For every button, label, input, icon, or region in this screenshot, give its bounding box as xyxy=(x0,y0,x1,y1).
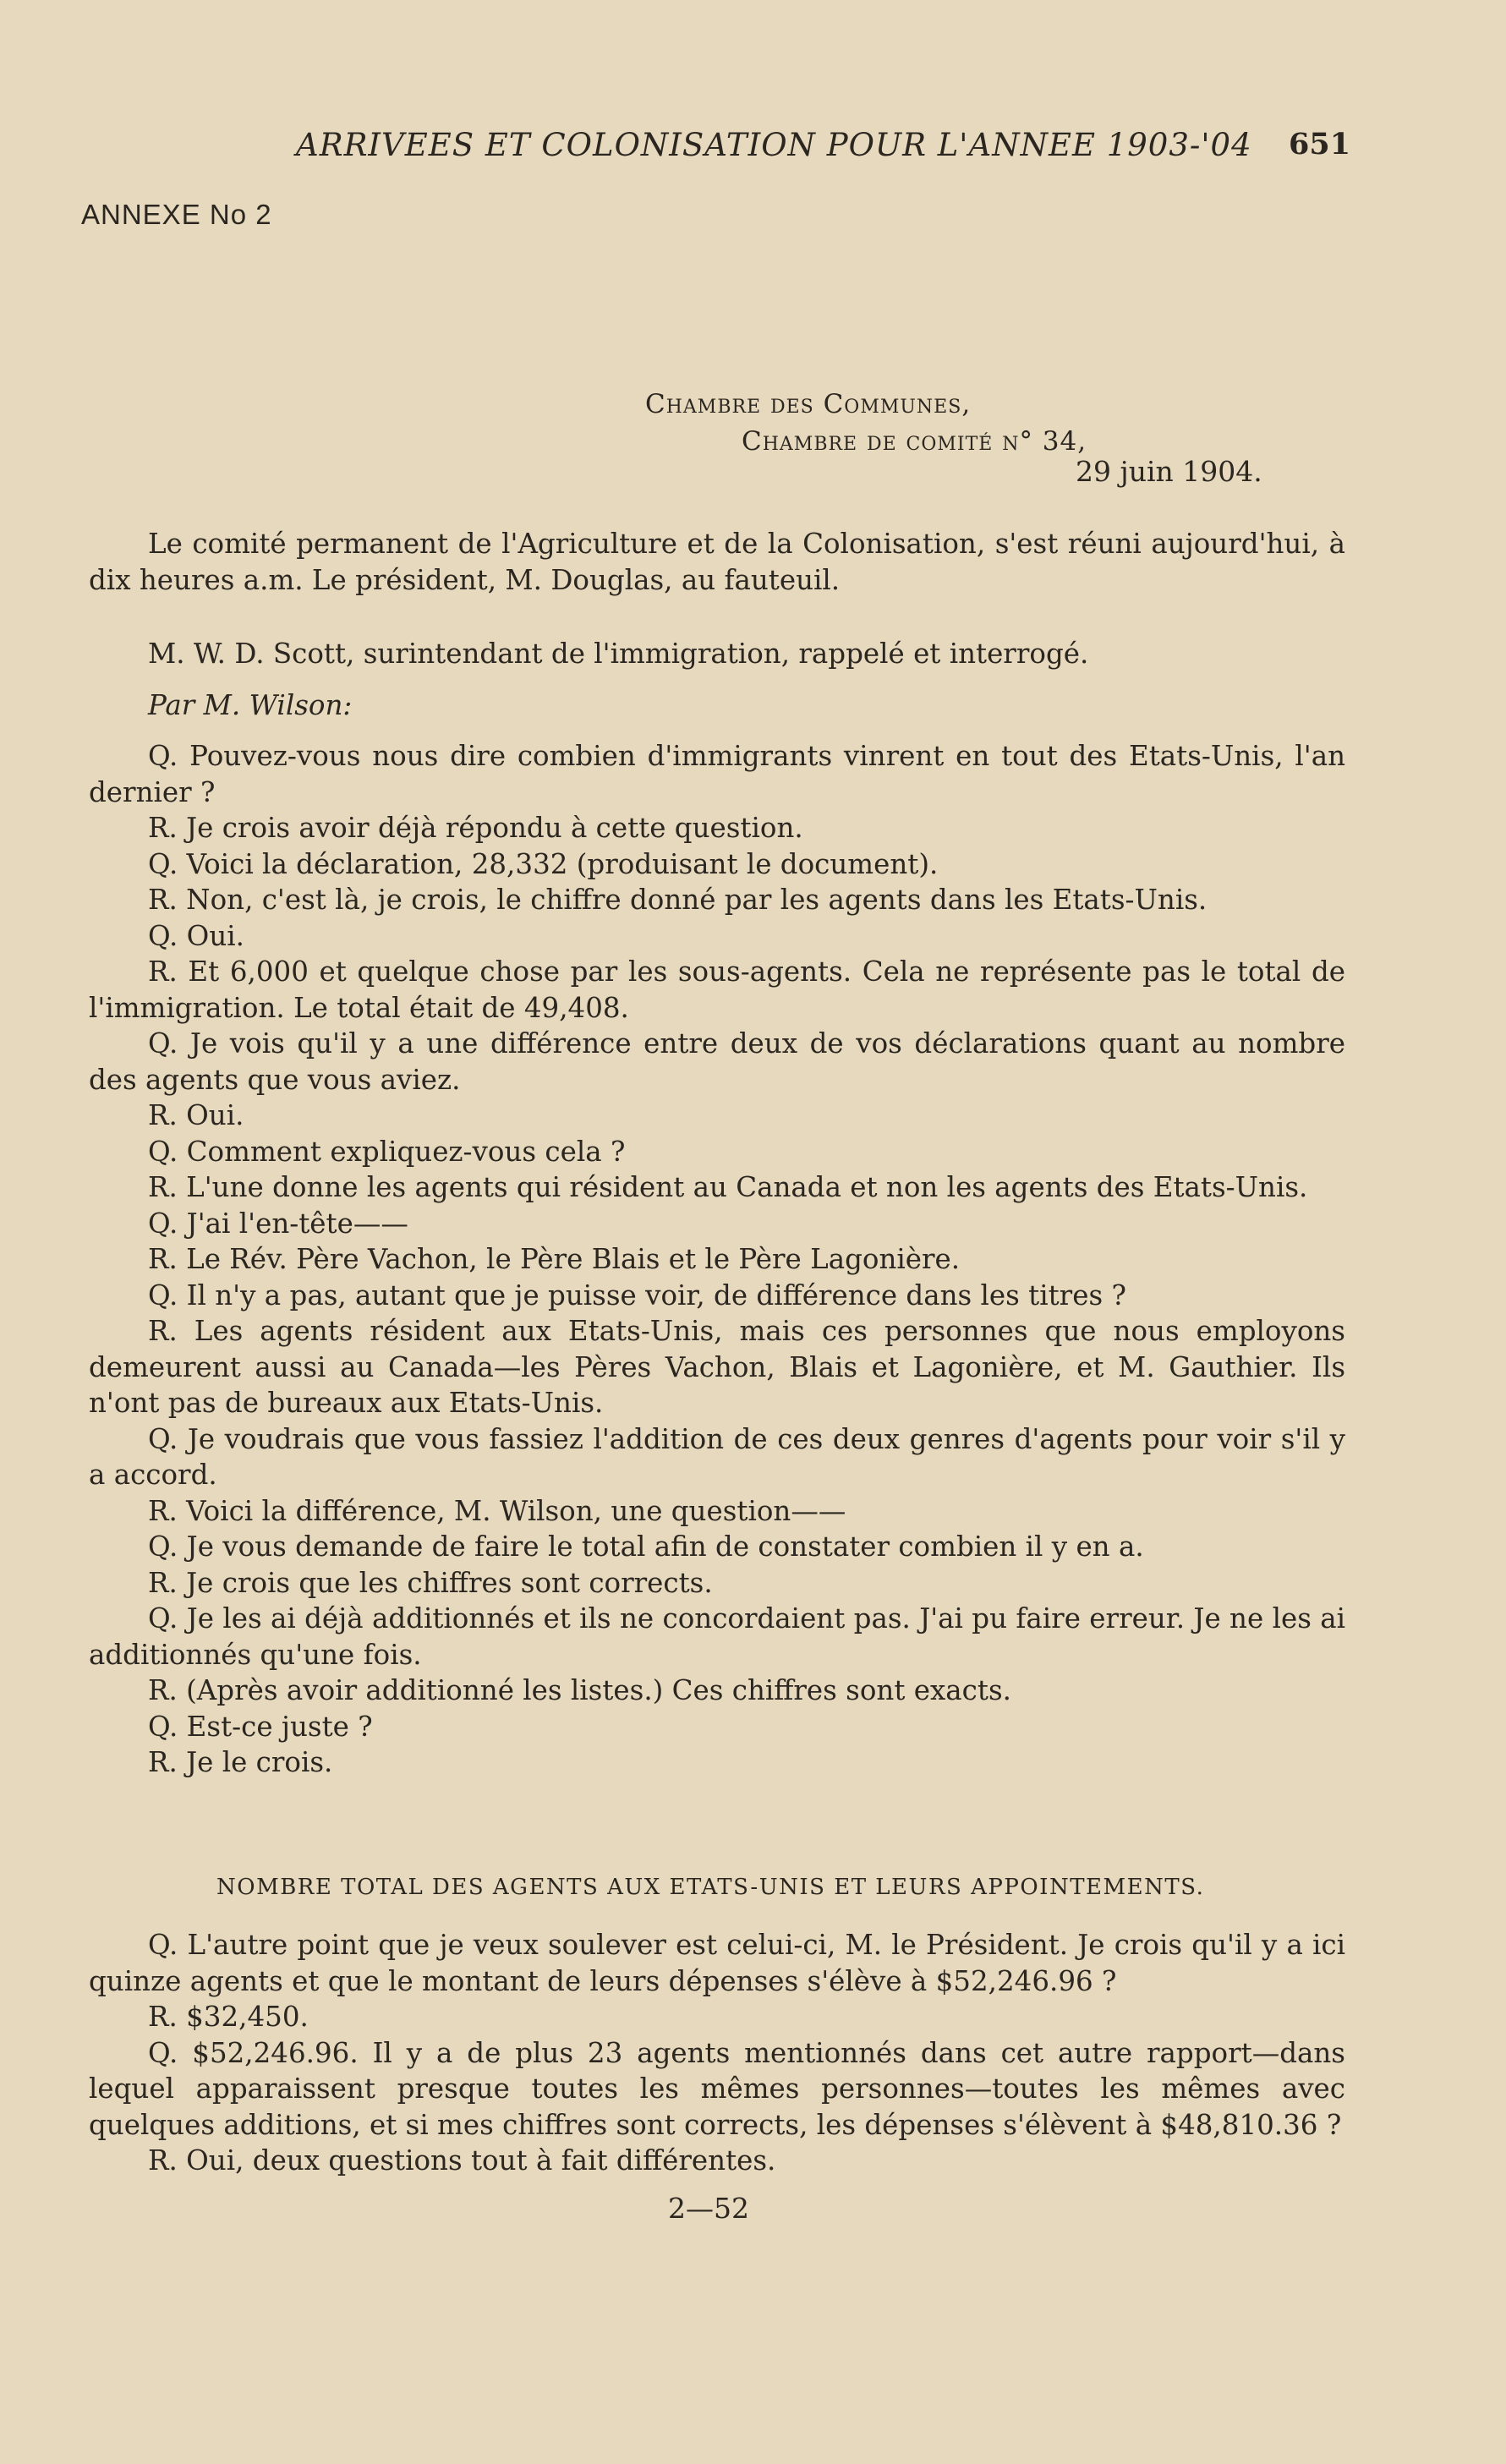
witness-line: M. W. D. Scott, surintendant de l'immigration, rappelé et interrogé. xyxy=(148,638,1089,670)
dialogue-line: Q. Voici la déclaration, 28,332 (produisant le document). xyxy=(148,847,939,880)
dialogue-line: R. Les agents résident aux Etats-Unis, mais ces personnes que nous employons demeurent aussi au Canada—les Pères Vachon, Blais et Lagonière, et M. Gauthier. Ils n'ont pas de bureaux aux Etats-Unis. xyxy=(89,1315,1345,1419)
running-title: ARRIVEES ET COLONISATION POUR L'ANNEE 1903-'04 xyxy=(296,127,1252,163)
dialogue-line: Q. Oui. xyxy=(148,919,244,952)
dialogue-line: Q. J'ai l'en-tête—— xyxy=(148,1207,408,1240)
dialogue-line: R. (Après avoir additionné les listes.) Ces chiffres sont exacts. xyxy=(148,1674,1011,1706)
section-heading: NOMBRE TOTAL DES AGENTS AUX ETATS-UNIS ET LEURS APPOINTEMENTS. xyxy=(216,1875,1205,1900)
dialogue-line: Q. Je voudrais que vous fassiez l'addition de ces deux genres d'agents pour voir s'il y a accord. xyxy=(89,1422,1345,1491)
meeting-date: 29 juin 1904. xyxy=(1076,455,1262,488)
dialogue-line: Q. Je vois qu'il y a une différence entre deux de vos déclarations quant au nombre des agents que vous aviez. xyxy=(89,1027,1345,1096)
location-line-1: Chambre des Communes, xyxy=(645,389,972,419)
dialogue-line: Q. Je les ai déjà additionnés et ils ne concordaient pas. J'ai pu faire erreur. Je ne les ai additionnés qu'une fois. xyxy=(89,1602,1345,1671)
dialogue-line: R. $32,450. xyxy=(148,2001,309,2033)
dialogue-line: Q. $52,246.96. Il y a de plus 23 agents mentionnés dans cet autre rapport—dans lequel apparaissent presque toutes les mêmes personnes—toutes les mêmes avec quelques additions, et si mes chiffres sont corrects, les dépenses s'élèvent à $48,810.36 ? xyxy=(89,2036,1345,2141)
dialogue-line: R. Je crois avoir déjà répondu à cette question. xyxy=(148,812,803,844)
examiner-label: Par M. Wilson: xyxy=(148,688,353,721)
page-number: 651 xyxy=(1289,127,1351,162)
dialogue-line: Q. Est-ce juste ? xyxy=(148,1710,373,1743)
testimony-block xyxy=(89,636,1345,1781)
dialogue-line: R. Le Rév. Père Vachon, le Père Blais et le Père Lagonière. xyxy=(148,1243,961,1275)
intro-block xyxy=(89,526,1345,598)
dialogue-line: R. Non, c'est là, je crois, le chiffre donné par les agents dans les Etats-Unis. xyxy=(148,884,1208,916)
testimony-block-2 xyxy=(89,1893,1345,2179)
dialogue-line: R. Je le crois. xyxy=(148,1746,333,1778)
dialogue-line: R. Je crois que les chiffres sont corrects. xyxy=(148,1566,713,1599)
signature-mark: 2—52 xyxy=(668,2192,749,2225)
dialogue-line: R. Oui, deux questions tout à fait différentes. xyxy=(148,2144,776,2177)
dialogue-line: Q. Pouvez-vous nous dire combien d'immigrants vinrent en tout des Etats-Unis, l'an dernier ? xyxy=(89,740,1345,808)
location-line-2: Chambre de comité n° 34, xyxy=(742,426,1087,457)
dialogue-line: R. Oui. xyxy=(148,1099,244,1131)
dialogue-line: R. Voici la différence, M. Wilson, une question—— xyxy=(148,1494,846,1527)
dialogue-line: Q. Je vous demande de faire le total afin de constater combien il y en a. xyxy=(148,1530,1144,1563)
dialogue-line: R. L'une donne les agents qui résident au Canada et non les agents des Etats-Unis. xyxy=(148,1171,1308,1203)
dialogue-line: Q. Il n'y a pas, autant que je puisse voir, de différence dans les titres ? xyxy=(148,1279,1126,1311)
dialogue-line: Q. Comment expliquez-vous cela ? xyxy=(148,1135,626,1168)
annexe-label: ANNEXE No 2 xyxy=(81,199,272,230)
intro-paragraph: Le comité permanent de l'Agriculture et de la Colonisation, s'est réuni aujourd'hui, à dix heures a.m. Le président, M. Douglas, au fauteuil. xyxy=(89,528,1345,596)
dialogue-line: R. Et 6,000 et quelque chose par les sous-agents. Cela ne représente pas le total de l'immigration. Le total était de 49,408. xyxy=(89,955,1345,1024)
dialogue-line: Q. L'autre point que je veux soulever est celui-ci, M. le Président. Je crois qu'il y a ici quinze agents et que le montant de leurs dépenses s'élève à $52,246.96 ? xyxy=(89,1929,1345,1997)
